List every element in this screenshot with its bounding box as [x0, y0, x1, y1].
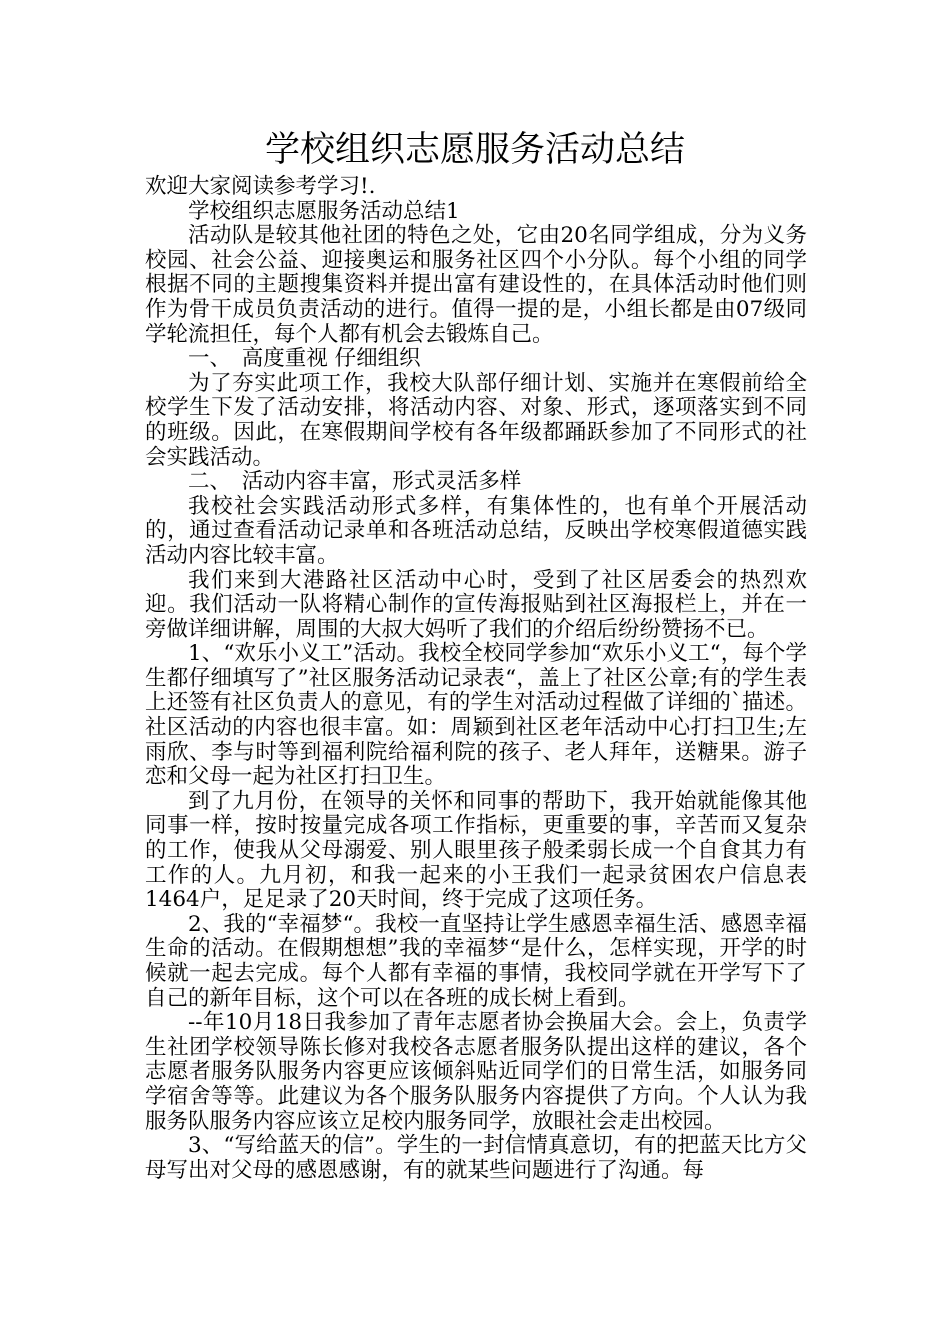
paragraph: 活动队是较其他社团的特色之处，它由20名同学组成，分为义务校园、社会公益、迎接奥运和服务社区四个小分队。每个小组的同学根据不同的主题搜集资料并提出富有建设性的，在具体活动时他们则作为骨干成员负责活动的进行。值得一提的是，小组长都是由07级同学轮流担任，每个人都有机会去锻炼自己。: [145, 223, 807, 347]
document-title: 学校组织志愿服务活动总结: [264, 130, 685, 170]
paragraph: 我校社会实践活动形式多样，有集体性的，也有单个开展活动的，通过查看活动记录单和各班活动总结，反映出学校寒假道德实践活动内容比较丰富。: [145, 493, 807, 568]
document-body: [145, 175, 807, 1183]
intro-line: 欢迎大家阅读参考学习!.: [145, 174, 376, 199]
section-heading: 二、 活动内容丰富，形式灵活多样: [188, 469, 522, 495]
paragraph: 3、“写给蓝天的信”。学生的一封信情真意切，有的把蓝天比方父母写出对父母的感恩感谢，有的就某些问题进行了沟通。每: [145, 1133, 807, 1183]
paragraph: 到了九月份，在领导的关怀和同事的帮助下，我开始就能像其他同事一样，按时按量完成各项工作指标，更重要的事，辛苦而又复杂的工作，使我从父母溺爱、别人眼里孩子般柔弱长成一个自食其力有工作的人。九月初，和我一起来的小王我们一起录贫困农户信息表1464户，足足录了20天时间，终于完成了这项任务。: [145, 788, 807, 913]
section-heading: 一、 高度重视 仔细组织: [188, 346, 421, 372]
paragraph: 我们来到大港路社区活动中心时，受到了社区居委会的热烈欢迎。我们活动一队将精心制作的宣传海报贴到社区海报栏上，并在一旁做详细讲解，周围的大叔大妈听了我们的介绍后纷纷赞扬不已。: [145, 567, 807, 642]
paragraph: 为了夯实此项工作，我校大队部仔细计划、实施并在寒假前给全校学生下发了活动安排，将活动内容、对象、形式，逐项落实到不同的班级。因此，在寒假期间学校有各年级都踊跃参加了不同形式的社会实践活动。: [145, 370, 807, 470]
paragraph: --年10月18日我参加了青年志愿者协会换届大会。会上，负责学生社团学校领导陈长修对我校各志愿者服务队提出这样的建议，各个志愿者服务队服务内容更应该倾斜贴近同学们的日常生活，如服务同学宿舍等等。此建议为各个服务队服务内容提供了方向。个人认为我服务队服务内容应该立足校内服务同学，放眼社会走出校园。: [145, 1010, 807, 1134]
section-heading: 学校组织志愿服务活动总结1: [188, 198, 460, 224]
paragraph: 1、“欢乐小义工”活动。我校全校同学参加“欢乐小义工“，每个学生都仔细填写了”社区服务活动记录表“，盖上了社区公章;有的学生表上还签有社区负责人的意见，有的学生对活动过程做了详细的`描述。社区活动的内容也很丰富。如：周颖到社区老年活动中心打扫卫生;左雨欣、李与时等到福利院给福利院的孩子、老人拜年，送糖果。游子恋和父母一起为社区打扫卫生。: [145, 641, 807, 790]
paragraph: 2、我的“幸福梦“。我校一直坚持让学生感恩幸福生活、感恩幸福生命的活动。在假期想想”我的幸福梦“是什么，怎样实现，开学的时候就一起去完成。每个人都有幸福的事情，我校同学就在开学写下了自己的新年目标，这个可以在各班的成长树上看到。: [145, 911, 807, 1011]
